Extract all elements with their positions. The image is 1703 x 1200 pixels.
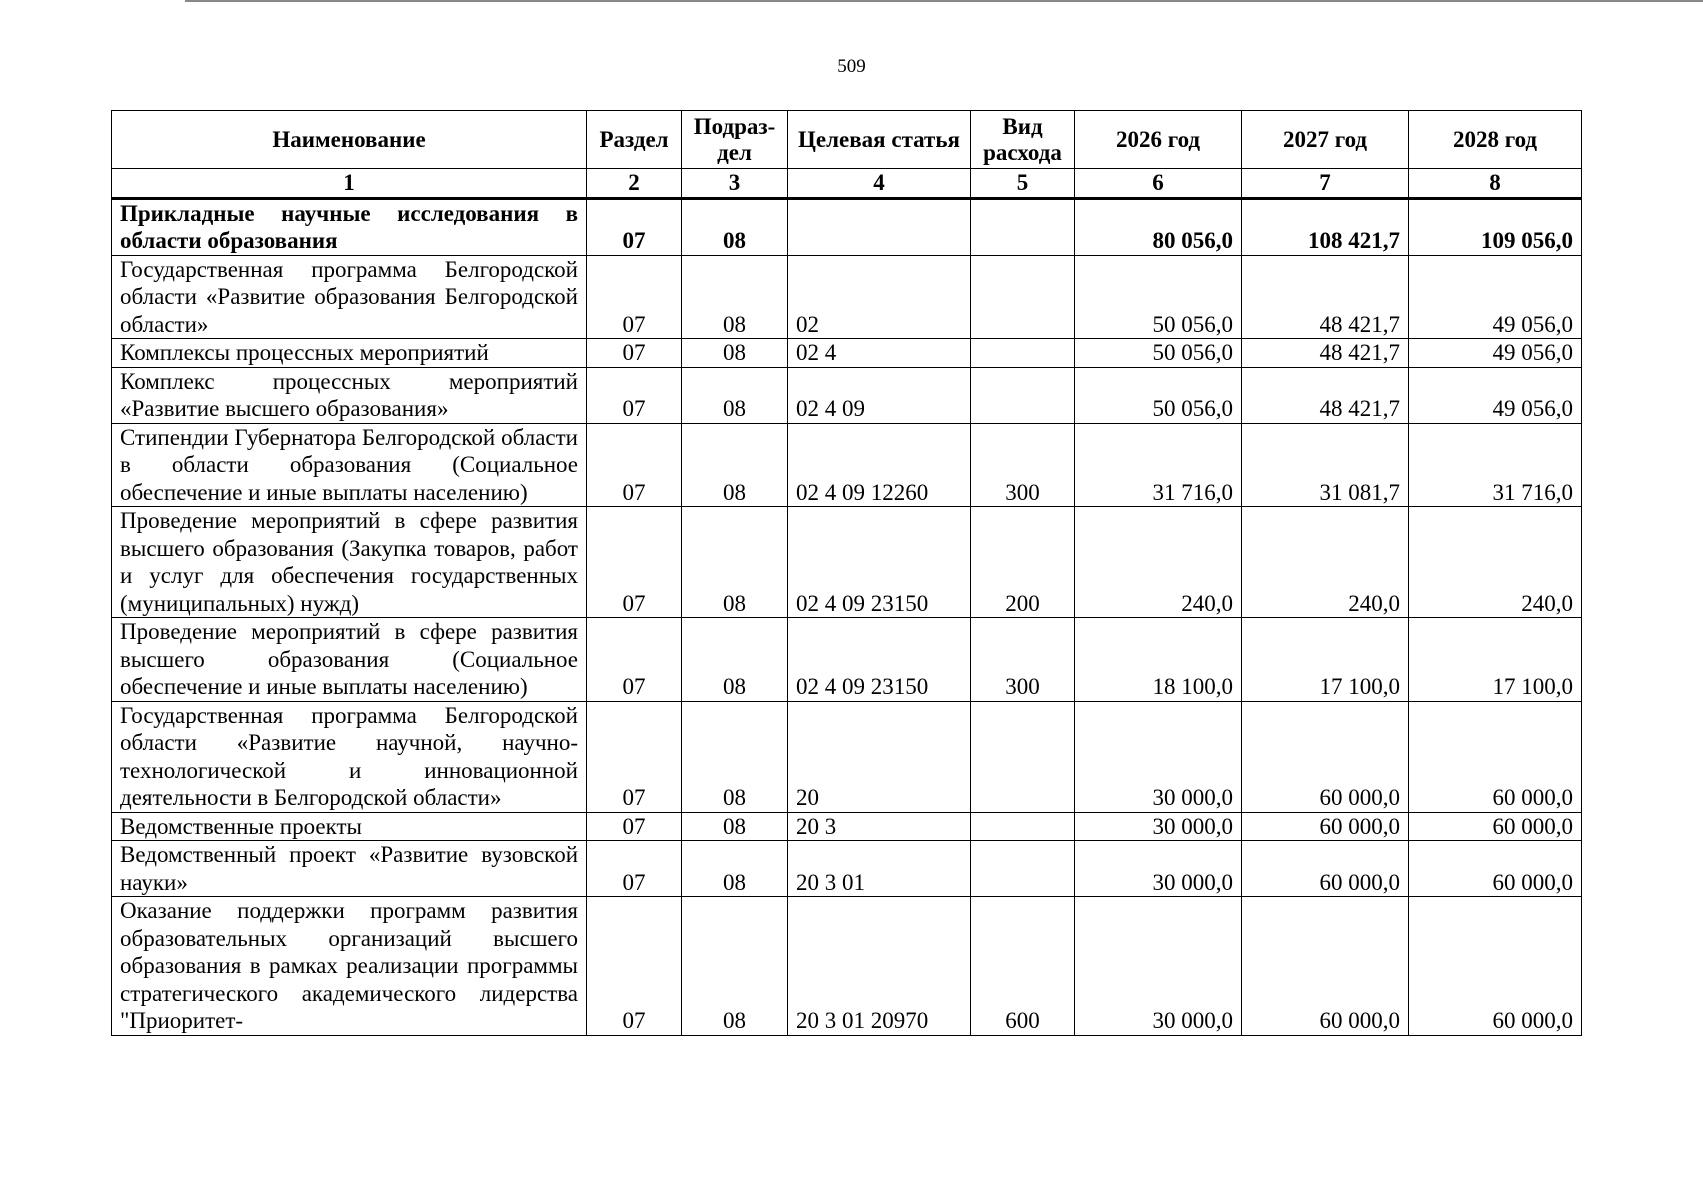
row-vid-rashoda: 200 xyxy=(971,507,1075,618)
row-podrazdel: 08 xyxy=(682,618,788,702)
row-value-2028: 49 056,0 xyxy=(1409,367,1582,423)
table-row xyxy=(112,367,1582,423)
row-value-2026: 50 056,0 xyxy=(1075,367,1242,423)
row-vid-rashoda: 300 xyxy=(971,618,1075,702)
row-podrazdel: 08 xyxy=(682,339,788,368)
row-name: Ведомственный проект «Развитие вузовской науки» xyxy=(112,841,587,897)
table-row xyxy=(112,507,1582,618)
row-razdel: 07 xyxy=(587,841,682,897)
row-value-2027: 31 081,7 xyxy=(1242,423,1409,507)
row-vid-rashoda xyxy=(971,701,1075,812)
row-podrazdel: 08 xyxy=(682,701,788,812)
row-celevaya-statya: 20 3 01 20970 xyxy=(788,897,971,1036)
header-row xyxy=(112,111,1582,169)
column-number: 1 xyxy=(112,169,587,199)
row-razdel: 07 xyxy=(587,255,682,339)
row-celevaya-statya: 20 3 01 xyxy=(788,841,971,897)
row-podrazdel: 08 xyxy=(682,367,788,423)
table-row xyxy=(112,198,1582,255)
row-celevaya-statya: 02 4 xyxy=(788,339,971,368)
row-value-2028: 240,0 xyxy=(1409,507,1582,618)
row-celevaya-statya: 20 xyxy=(788,701,971,812)
column-number: 5 xyxy=(971,169,1075,199)
row-razdel: 07 xyxy=(587,198,682,255)
row-name: Проведение мероприятий в сфере развития высшего образования (Социальное обеспечение и иные выплаты населению) xyxy=(112,618,587,702)
row-vid-rashoda xyxy=(971,367,1075,423)
row-celevaya-statya: 02 4 09 23150 xyxy=(788,618,971,702)
table-row xyxy=(112,255,1582,339)
header-2026: 2026 год xyxy=(1075,111,1242,169)
row-celevaya-statya xyxy=(788,198,971,255)
table-row xyxy=(112,339,1582,368)
row-podrazdel: 08 xyxy=(682,897,788,1036)
row-vid-rashoda xyxy=(971,255,1075,339)
row-podrazdel: 08 xyxy=(682,255,788,339)
row-value-2028: 49 056,0 xyxy=(1409,339,1582,368)
row-value-2026: 240,0 xyxy=(1075,507,1242,618)
row-name: Стипендии Губернатора Белгородской области в области образования (Социальное обеспечение и иные выплаты населению) xyxy=(112,423,587,507)
row-value-2027: 240,0 xyxy=(1242,507,1409,618)
row-razdel: 07 xyxy=(587,897,682,1036)
table-row xyxy=(112,701,1582,812)
header-podrazdel: Подраз-дел xyxy=(682,111,788,169)
row-value-2027: 60 000,0 xyxy=(1242,701,1409,812)
row-name: Проведение мероприятий в сфере развития высшего образования (Закупка товаров, работ и услуг для обеспечения государственных (муниципальных) нужд) xyxy=(112,507,587,618)
row-celevaya-statya: 02 xyxy=(788,255,971,339)
row-name: Ведомственные проекты xyxy=(112,812,587,841)
row-value-2026: 30 000,0 xyxy=(1075,812,1242,841)
row-value-2027: 60 000,0 xyxy=(1242,841,1409,897)
row-value-2027: 48 421,7 xyxy=(1242,367,1409,423)
row-value-2028: 49 056,0 xyxy=(1409,255,1582,339)
budget-table xyxy=(111,110,1582,1036)
row-podrazdel: 08 xyxy=(682,812,788,841)
row-celevaya-statya: 02 4 09 xyxy=(788,367,971,423)
row-value-2026: 18 100,0 xyxy=(1075,618,1242,702)
table-row xyxy=(112,812,1582,841)
row-value-2026: 30 000,0 xyxy=(1075,897,1242,1036)
row-podrazdel: 08 xyxy=(682,507,788,618)
row-value-2028: 60 000,0 xyxy=(1409,812,1582,841)
header-2027: 2027 год xyxy=(1242,111,1409,169)
row-value-2028: 60 000,0 xyxy=(1409,701,1582,812)
row-value-2026: 80 056,0 xyxy=(1075,198,1242,255)
row-name: Государственная программа Белгородской области «Развитие образования Белгородской области» xyxy=(112,255,587,339)
row-value-2027: 60 000,0 xyxy=(1242,812,1409,841)
row-celevaya-statya: 20 3 xyxy=(788,812,971,841)
row-value-2027: 48 421,7 xyxy=(1242,255,1409,339)
row-value-2028: 60 000,0 xyxy=(1409,841,1582,897)
row-value-2027: 108 421,7 xyxy=(1242,198,1409,255)
header-vid: Вид расхода xyxy=(971,111,1075,169)
column-number: 7 xyxy=(1242,169,1409,199)
scan-edge-line xyxy=(185,0,1703,2)
column-number: 4 xyxy=(788,169,971,199)
row-name: Комплекс процессных мероприятий «Развитие высшего образования» xyxy=(112,367,587,423)
row-vid-rashoda xyxy=(971,339,1075,368)
row-vid-rashoda xyxy=(971,841,1075,897)
row-celevaya-statya: 02 4 09 23150 xyxy=(788,507,971,618)
row-vid-rashoda: 300 xyxy=(971,423,1075,507)
column-number: 2 xyxy=(587,169,682,199)
header-2028: 2028 год xyxy=(1409,111,1582,169)
column-number: 3 xyxy=(682,169,788,199)
row-razdel: 07 xyxy=(587,423,682,507)
row-podrazdel: 08 xyxy=(682,198,788,255)
table-row xyxy=(112,423,1582,507)
row-value-2026: 50 056,0 xyxy=(1075,255,1242,339)
row-razdel: 07 xyxy=(587,507,682,618)
row-value-2026: 30 000,0 xyxy=(1075,841,1242,897)
header-celevaya: Целевая статья xyxy=(788,111,971,169)
row-name: Комплексы процессных мероприятий xyxy=(112,339,587,368)
header-razdel: Раздел xyxy=(587,111,682,169)
column-number: 8 xyxy=(1409,169,1582,199)
row-vid-rashoda xyxy=(971,812,1075,841)
row-value-2028: 17 100,0 xyxy=(1409,618,1582,702)
row-razdel: 07 xyxy=(587,618,682,702)
row-vid-rashoda: 600 xyxy=(971,897,1075,1036)
row-podrazdel: 08 xyxy=(682,841,788,897)
header-name: Наименование xyxy=(112,111,587,169)
table-row xyxy=(112,618,1582,702)
row-name: Государственная программа Белгородской области «Развитие научной, научно-технологической и инновационной деятельности в Белгородской области» xyxy=(112,701,587,812)
row-value-2027: 60 000,0 xyxy=(1242,897,1409,1036)
row-name: Прикладные научные исследования в области образования xyxy=(112,198,587,255)
row-value-2028: 60 000,0 xyxy=(1409,897,1582,1036)
row-value-2027: 48 421,7 xyxy=(1242,339,1409,368)
column-number: 6 xyxy=(1075,169,1242,199)
table-row xyxy=(112,841,1582,897)
page-number: 509 xyxy=(837,56,866,77)
row-razdel: 07 xyxy=(587,701,682,812)
row-value-2028: 109 056,0 xyxy=(1409,198,1582,255)
table-row xyxy=(112,897,1582,1036)
row-celevaya-statya: 02 4 09 12260 xyxy=(788,423,971,507)
row-value-2026: 30 000,0 xyxy=(1075,701,1242,812)
row-podrazdel: 08 xyxy=(682,423,788,507)
column-number-row xyxy=(112,169,1582,199)
row-razdel: 07 xyxy=(587,339,682,368)
row-name: Оказание поддержки программ развития образовательных организаций высшего образования в рамках реализации программы стратегического академического лидерства "Приоритет- xyxy=(112,897,587,1036)
row-value-2026: 31 716,0 xyxy=(1075,423,1242,507)
row-value-2026: 50 056,0 xyxy=(1075,339,1242,368)
row-value-2027: 17 100,0 xyxy=(1242,618,1409,702)
row-razdel: 07 xyxy=(587,367,682,423)
row-value-2028: 31 716,0 xyxy=(1409,423,1582,507)
row-vid-rashoda xyxy=(971,198,1075,255)
row-razdel: 07 xyxy=(587,812,682,841)
